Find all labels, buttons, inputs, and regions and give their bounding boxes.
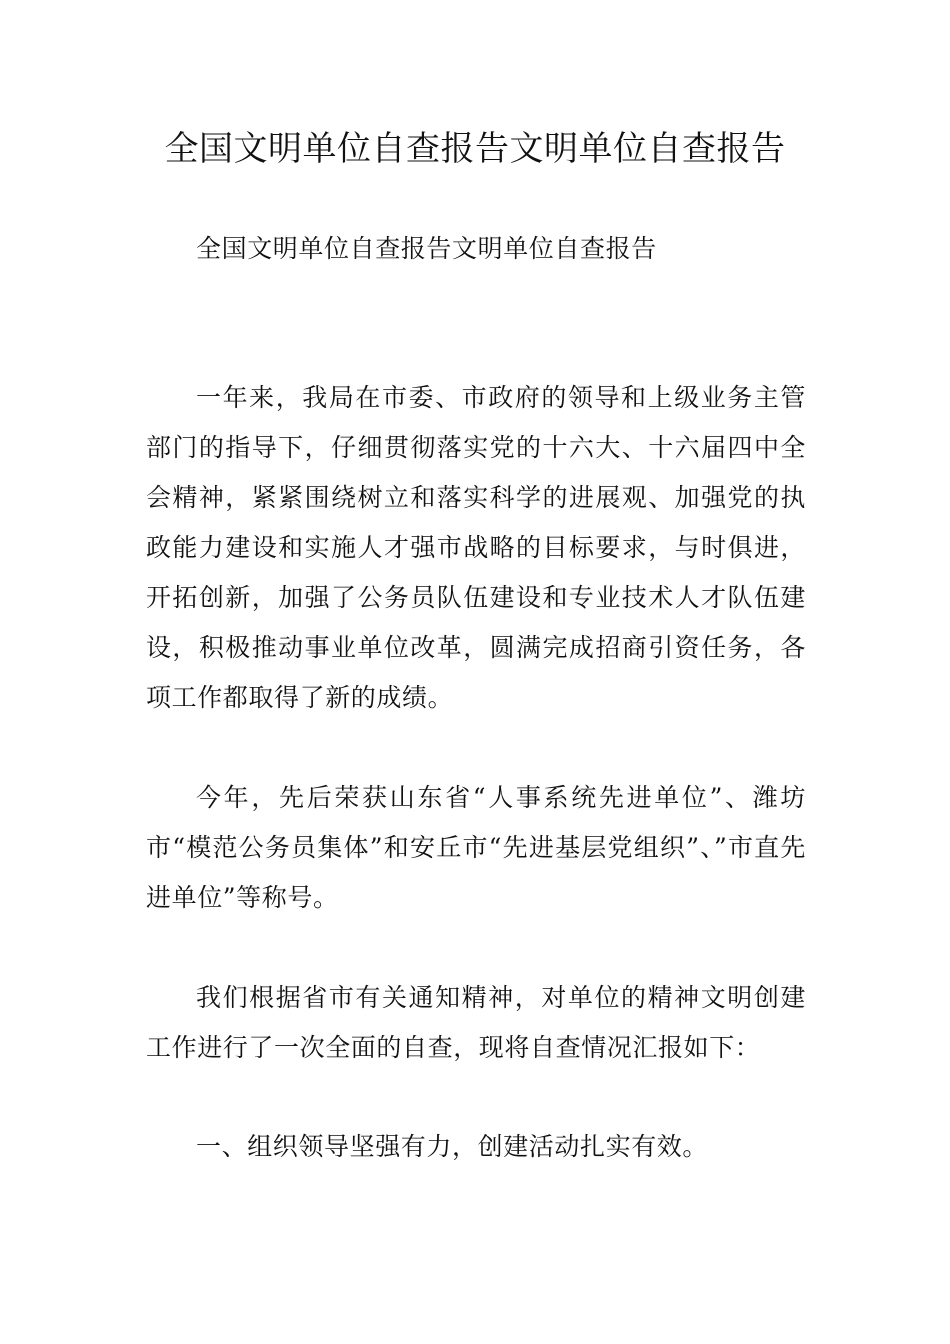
paragraph-honors: 今年，先后荣获山东省“人事系统先进单位”、潍坊市“模范公务员集体”和安丘市“先进基层党组织”、”市直先进单位”等称号。 — [146, 783, 806, 912]
document-subtitle: 全国文明单位自查报告文明单位自查报告 — [196, 234, 657, 263]
paragraph-self-check: 我们根据省市有关通知精神，对单位的精神文明创建工作进行了一次全面的自查，现将自查情况汇报如下： — [146, 983, 806, 1062]
paragraph-intro: 一年来，我局在市委、市政府的领导和上级业务主管部门的指导下，仔细贯彻落实党的十六大、十六届四中全会精神，紧紧围绕树立和落实科学的进展观、加强党的执政能力建设和实施人才强市战略的目标要求，与时俱进，开拓创新，加强了公务员队伍建设和专业技术人才队伍建设，积极推动事业单位改革，圆满完成招商引资任务，各项工作都取得了新的成绩。 — [146, 383, 806, 712]
document-title: 全国文明单位自查报告文明单位自查报告 — [164, 129, 786, 169]
section-heading-1: 一、组织领导坚强有力，创建活动扎实有效。 — [196, 1132, 709, 1161]
